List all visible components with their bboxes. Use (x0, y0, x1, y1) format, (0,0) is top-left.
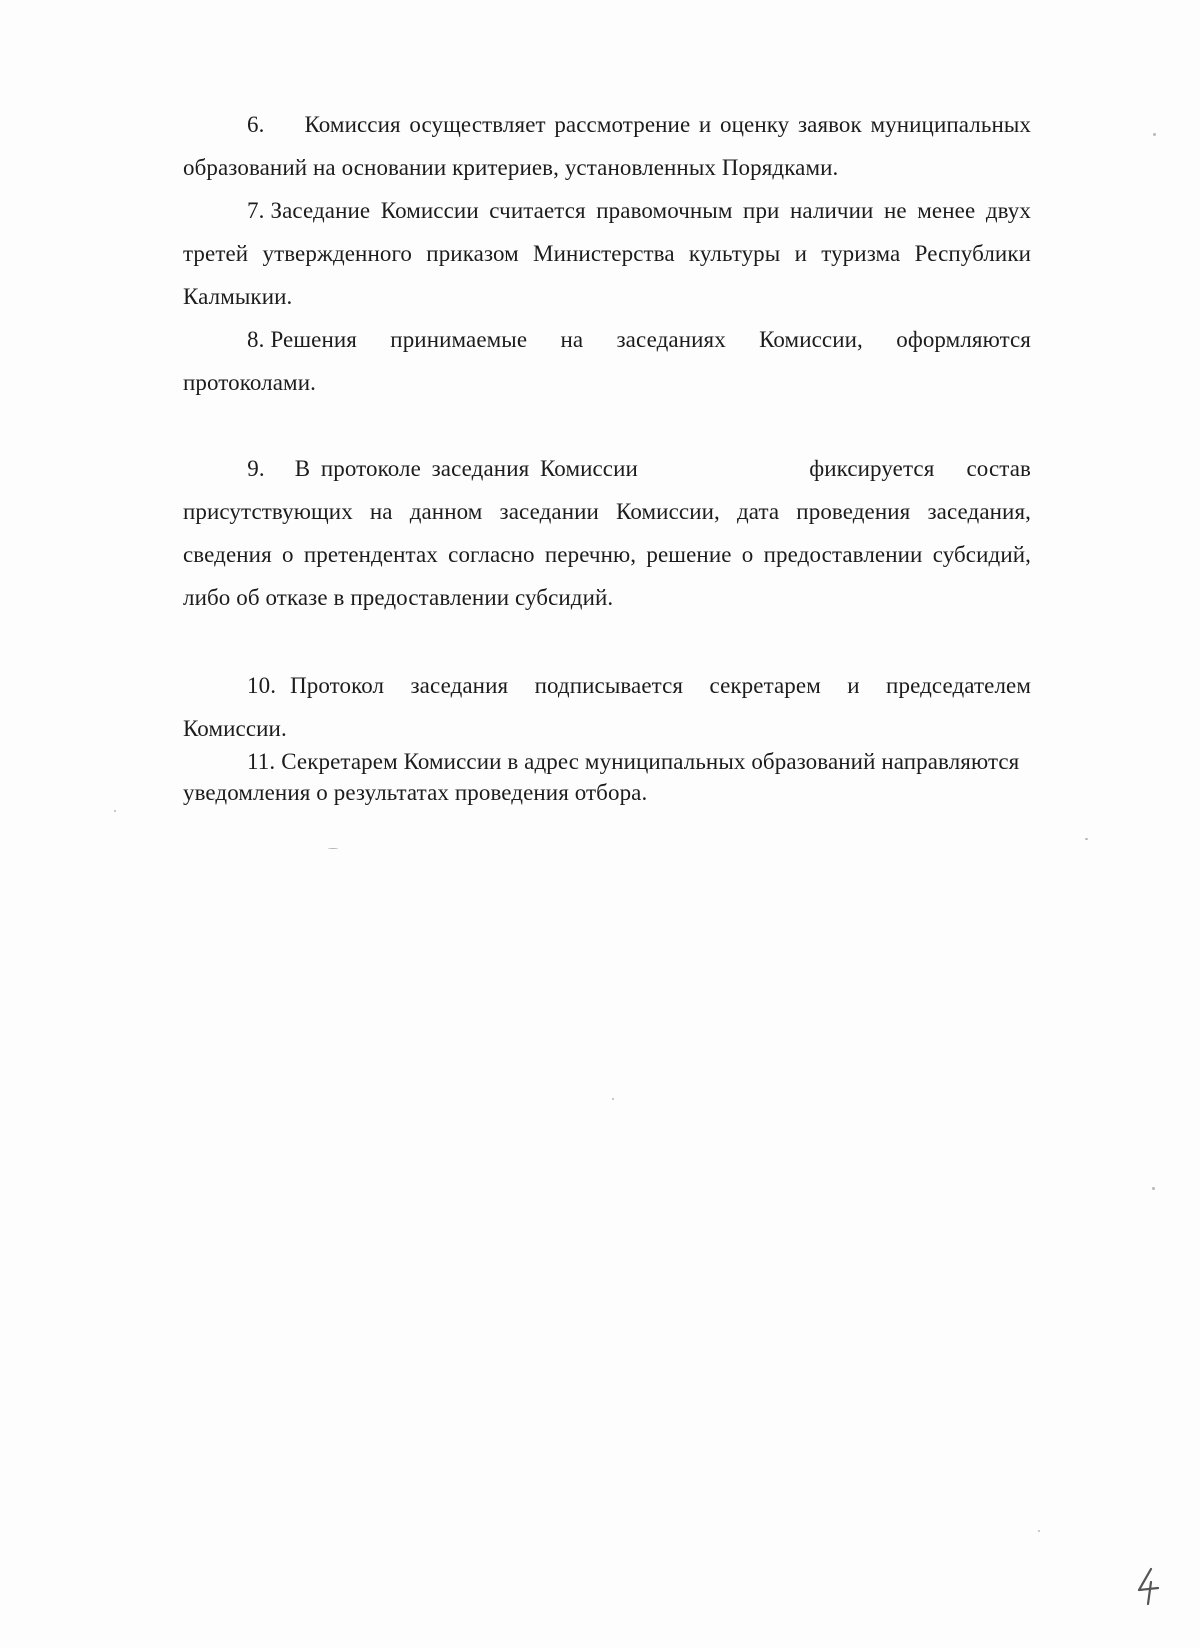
paragraph-9 (183, 404, 1037, 662)
paragraph-text: Решения принимаемые на заседаниях Комиссии, оформляются протоколами. (183, 327, 1031, 395)
paragraph-11 (183, 746, 1031, 808)
paragraph-8 (183, 318, 1031, 404)
paragraph-7 (183, 189, 1031, 318)
document-body (183, 103, 1037, 808)
scan-speck (1153, 133, 1156, 136)
scan-speck (1038, 1530, 1040, 1532)
paragraph-text: Заседание Комиссии считается правомочным при наличии не менее двух третей утвержденного приказом Министерства культуры и туризма Республики Калмыкии. (183, 198, 1031, 309)
scan-speck (612, 1098, 614, 1100)
paragraph-number: 7. (247, 198, 265, 223)
paragraph-text: Комиссия осуществляет рассмотрение и оценку заявок муниципальных образований на основании критериев, установленных Порядками. (183, 112, 1031, 180)
paragraph-number: 10. (247, 673, 277, 698)
paragraph-text: Протокол заседания подписывается секретарем и председателем Комиссии. (183, 673, 1031, 741)
scan-speck (328, 848, 338, 849)
paragraph-text: Секретарем Комиссии в адрес муниципальных образований направляются уведомления о результатах проведения отбора. (183, 749, 1020, 805)
scan-speck (1152, 1187, 1155, 1190)
paragraph-text: В протоколе заседания Комиссии фиксируется состав присутствующих на данном заседании Комиссии, дата проведения заседания, сведения о претендентах согласно перечню, решение о предоставлении субсидий, либо об отказе в предоставлении субсидий. (183, 456, 1037, 610)
paragraph-10 (183, 664, 1031, 750)
paragraph-number: 9. (247, 456, 265, 481)
paragraph-6 (183, 103, 1031, 189)
paragraph-number: 11. (247, 749, 276, 774)
paragraph-number: 8. (247, 327, 265, 352)
handwritten-page-number (1134, 1566, 1162, 1606)
scan-speck (114, 810, 116, 812)
paragraph-number: 6. (247, 112, 265, 137)
scan-speck (1085, 838, 1088, 840)
